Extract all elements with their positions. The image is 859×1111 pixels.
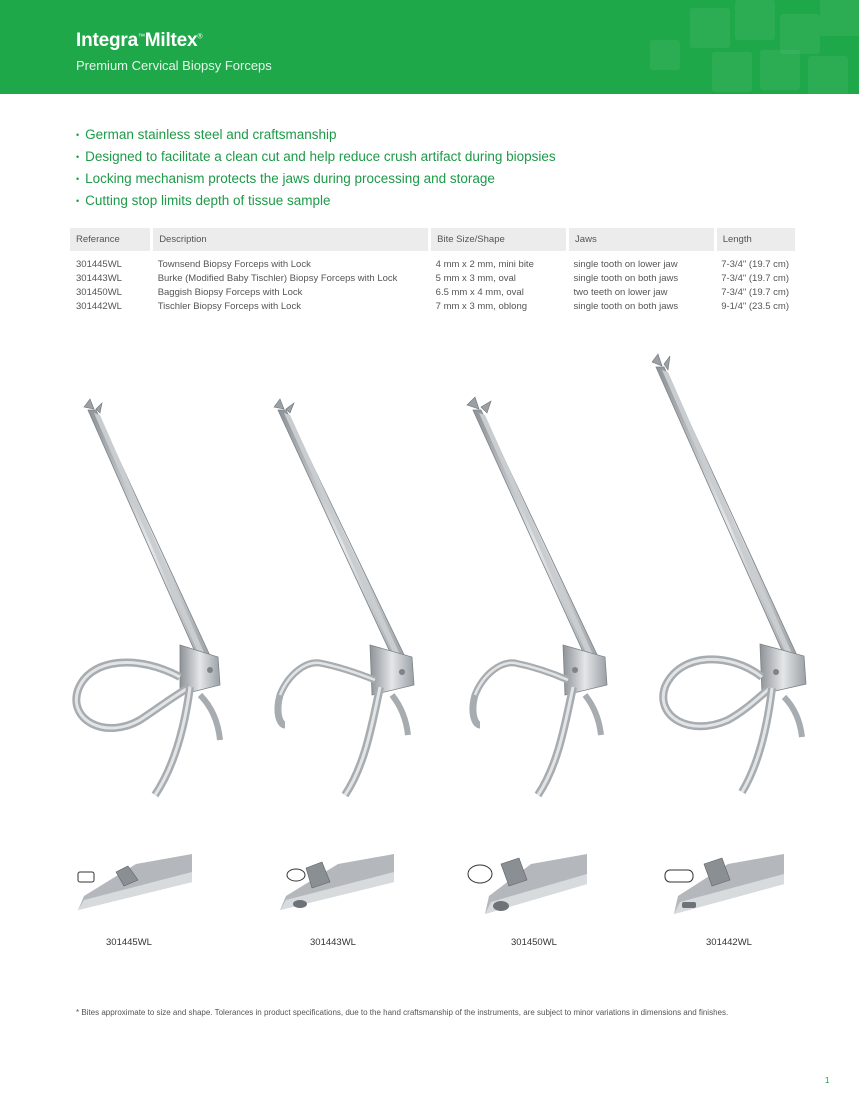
feature-item: • Designed to facilitate a clean cut and help reduce crush artifact during biopsies <box>76 149 556 164</box>
table-row <box>70 285 795 299</box>
cell-length: 7-3/4" (19.7 cm) <box>721 258 789 270</box>
col-jaws: Jaws <box>568 228 716 251</box>
cell-bite-size: 7 mm x 3 mm, oblong <box>435 300 528 312</box>
header-banner <box>0 0 859 94</box>
spec-table <box>70 228 795 313</box>
col-description: Description <box>152 228 430 251</box>
cell-jaws: single tooth on both jaws <box>573 272 679 284</box>
product-label-301443WL: 301443WL <box>310 937 356 948</box>
cell-jaws: single tooth on lower jaw <box>573 258 678 270</box>
table-row <box>70 299 795 313</box>
page-number: 1 <box>825 1076 830 1085</box>
page-subtitle: Premium Cervical Biopsy Forceps <box>76 58 272 73</box>
jaw-detail-301442WL <box>662 852 787 922</box>
feature-list <box>76 124 556 212</box>
forceps-image-301443WL <box>260 395 430 805</box>
col-bite-size: Bite Size/Shape <box>430 228 568 251</box>
cell-description: Burke (Modified Baby Tischler) Biopsy Forceps with Lock <box>157 272 398 284</box>
cell-jaws: single tooth on both jaws <box>573 300 679 312</box>
product-label-301450WL: 301450WL <box>511 937 557 948</box>
table-row <box>70 257 795 271</box>
cell-length: 9-1/4" (23.5 cm) <box>721 300 789 312</box>
cell-description: Townsend Biopsy Forceps with Lock <box>157 258 311 270</box>
forceps-image-301442WL <box>650 352 815 802</box>
jaw-detail-301445WL <box>76 852 196 922</box>
bite-shape-icon <box>468 865 492 883</box>
cell-reference: 301443WL <box>76 272 122 284</box>
table-row <box>70 271 795 285</box>
cell-jaws: two teeth on lower jaw <box>573 286 668 298</box>
product-label-301442WL: 301442WL <box>706 937 752 948</box>
forceps-image-301450WL <box>455 395 625 805</box>
cell-bite-size: 4 mm x 2 mm, mini bite <box>435 258 534 270</box>
cell-length: 7-3/4" (19.7 cm) <box>721 286 789 298</box>
product-label-301445WL: 301445WL <box>106 937 152 948</box>
col-reference: Referance <box>70 228 152 251</box>
brand-title: Integra™Miltex® <box>76 30 203 51</box>
bite-shape-icon <box>287 869 305 881</box>
cell-reference: 301445WL <box>76 258 122 270</box>
table-header-row <box>70 228 795 251</box>
footnote: * Bites approximate to size and shape. Tolerances in product specifications, due to the hand craftsmanship of the instruments, are subject to minor variations in dimensions and finishes. <box>76 1008 729 1017</box>
cell-description: Tischler Biopsy Forceps with Lock <box>157 300 301 312</box>
cell-description: Baggish Biopsy Forceps with Lock <box>157 286 303 298</box>
forceps-image-301445WL <box>60 395 240 805</box>
feature-item: • Cutting stop limits depth of tissue sample <box>76 193 331 208</box>
cell-length: 7-3/4" (19.7 cm) <box>721 272 789 284</box>
bite-shape-icon <box>665 870 693 882</box>
cell-reference: 301442WL <box>76 300 122 312</box>
col-length: Length <box>715 228 795 251</box>
feature-item: • Locking mechanism protects the jaws during processing and storage <box>76 171 495 186</box>
bite-shape-icon <box>78 872 94 882</box>
cell-reference: 301450WL <box>76 286 122 298</box>
cell-bite-size: 6.5 mm x 4 mm, oval <box>435 286 524 298</box>
jaw-detail-301443WL <box>278 852 398 922</box>
cell-bite-size: 5 mm x 3 mm, oval <box>435 272 516 284</box>
feature-item: • German stainless steel and craftsmanship <box>76 127 337 142</box>
jaw-detail-301450WL <box>465 852 590 922</box>
